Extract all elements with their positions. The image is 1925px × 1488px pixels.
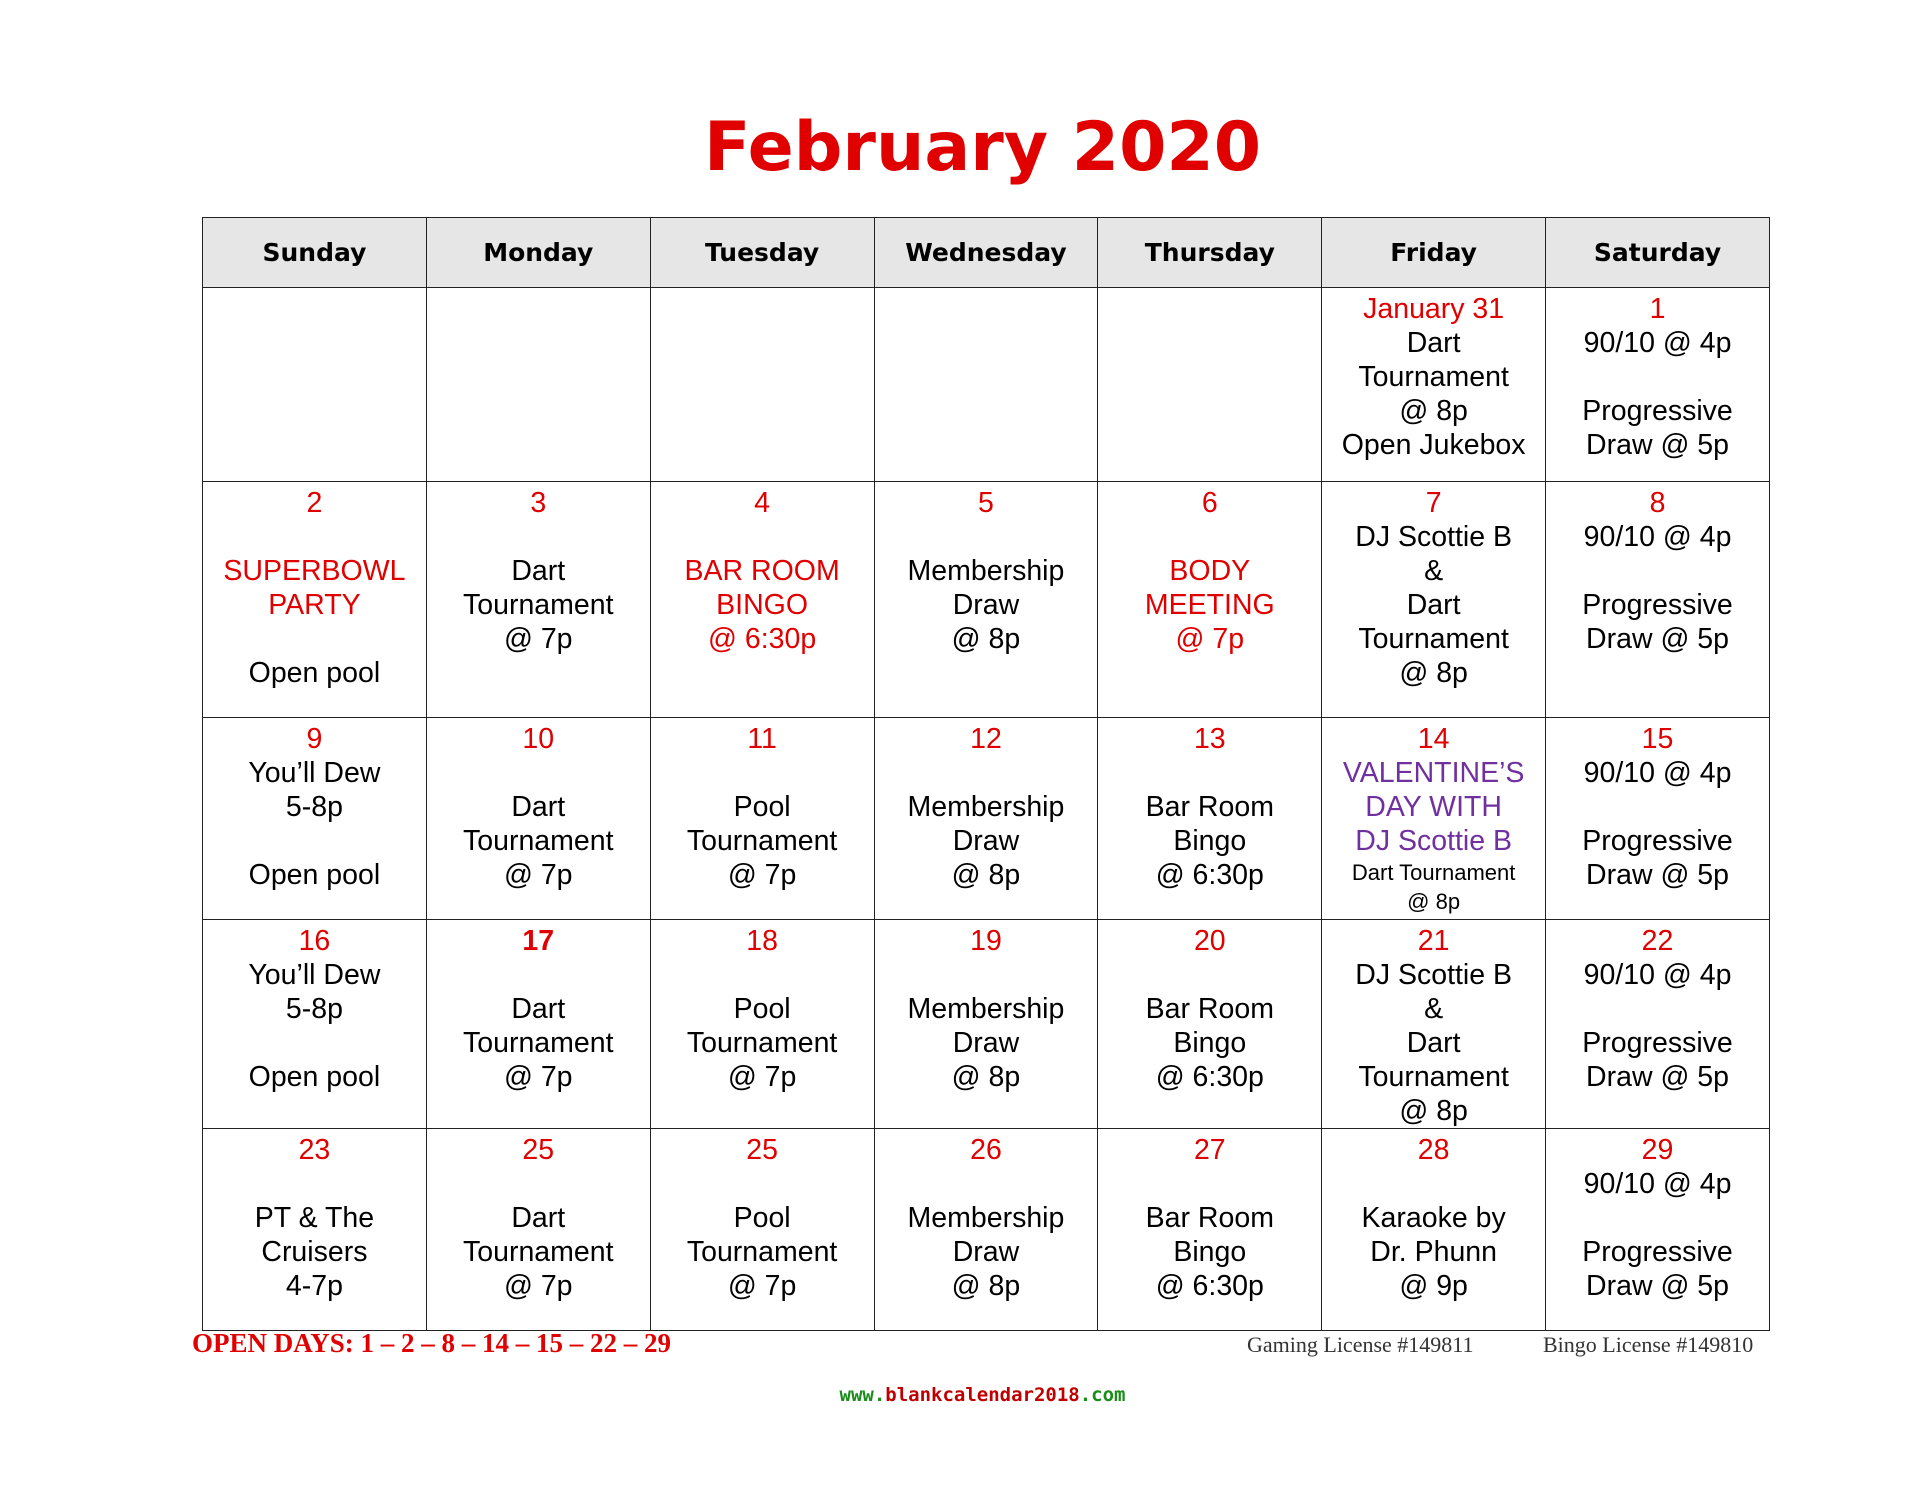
day-number: 10 [522, 723, 555, 755]
event-line: Tournament [686, 1236, 838, 1268]
weekday-header: Sunday [203, 218, 427, 288]
day-cell [1098, 718, 1322, 920]
event-line: Progressive [1582, 1236, 1733, 1268]
day-cell [203, 920, 427, 1129]
event-line [203, 824, 426, 858]
event-line: SUPERBOWL [223, 555, 406, 587]
day-number: 9 [306, 723, 323, 755]
website-prefix: www. [839, 1384, 886, 1406]
event-line: @ 6:30p [1155, 859, 1264, 891]
event-line: PARTY [268, 589, 361, 621]
day-cell [426, 920, 650, 1129]
event-line: BAR ROOM [684, 555, 840, 587]
day-number: 1 [1649, 293, 1666, 325]
day-number: 17 [522, 925, 555, 957]
website-link[interactable] [0, 1384, 1925, 1406]
event-line: Bar Room [1145, 791, 1274, 823]
day-cell [1322, 482, 1546, 718]
weekday-header: Friday [1322, 218, 1546, 288]
event-line [651, 756, 874, 790]
day-cell [1098, 288, 1322, 482]
event-line: Pool [733, 993, 791, 1025]
day-cell [650, 920, 874, 1129]
day-number: 14 [1417, 723, 1450, 755]
event-line: Tournament [686, 1027, 838, 1059]
event-line: Progressive [1582, 395, 1733, 427]
event-line: @ 9p [1399, 1270, 1468, 1302]
event-line [875, 520, 1098, 554]
event-line [875, 958, 1098, 992]
day-number: 12 [970, 723, 1002, 755]
event-line: BINGO [716, 589, 809, 621]
gaming-license: Gaming License #149811 [1247, 1332, 1474, 1357]
website-domain: blankcalendar2018 [885, 1384, 1080, 1406]
event-line: 5-8p [285, 993, 343, 1025]
weekday-header: Saturday [1546, 218, 1770, 288]
event-line: Draw @ 5p [1586, 429, 1730, 461]
event-line: Progressive [1582, 825, 1733, 857]
day-cell [874, 482, 1098, 718]
event-line: Membership [907, 1202, 1065, 1234]
day-number: 19 [970, 925, 1002, 957]
event-line: Membership [907, 791, 1065, 823]
event-line: Draw [952, 1027, 1020, 1059]
event-line: 90/10 @ 4p [1583, 521, 1732, 553]
day-cell [1098, 1129, 1322, 1331]
day-cell [874, 1129, 1098, 1331]
event-line: @ 8p [951, 623, 1021, 655]
day-number: 5 [978, 487, 994, 519]
day-cell [1546, 920, 1770, 1129]
event-line: Membership [907, 555, 1065, 587]
event-line: BODY [1169, 555, 1251, 587]
event-line: @ 7p [503, 859, 573, 891]
event-line [1546, 1201, 1769, 1235]
event-line: 90/10 @ 4p [1583, 757, 1732, 789]
day-cell [874, 920, 1098, 1129]
day-cell [203, 718, 427, 920]
day-number: 20 [1193, 925, 1226, 957]
event-line: Bingo [1173, 825, 1247, 857]
day-cell [203, 482, 427, 718]
weekday-header: Monday [426, 218, 650, 288]
event-line: @ 7p [727, 1270, 797, 1302]
event-line: @ 8p [1399, 395, 1468, 427]
event-line: DAY WITH [1365, 791, 1502, 823]
day-number: 27 [1193, 1134, 1226, 1166]
event-line: Dart [511, 1202, 566, 1234]
event-line: & [1424, 993, 1444, 1025]
calendar-body [203, 288, 1770, 1331]
day-cell [1098, 482, 1322, 718]
event-line: Draw [952, 589, 1020, 621]
day-cell [874, 718, 1098, 920]
event-line: Dart [1406, 327, 1461, 359]
day-cell [1546, 1129, 1770, 1331]
event-line: Bar Room [1145, 1202, 1274, 1234]
event-line: Karaoke by [1361, 1202, 1506, 1234]
day-cell [426, 718, 650, 920]
event-line: @ 7p [1175, 623, 1245, 655]
calendar-grid [202, 217, 1770, 1331]
event-line: Draw @ 5p [1586, 1061, 1730, 1093]
calendar-title: February 2020 [703, 108, 1262, 187]
event-line: Open pool [248, 859, 381, 891]
event-line: Progressive [1582, 1027, 1733, 1059]
event-line: VALENTINE’S [1342, 757, 1525, 789]
event-line: @ 7p [503, 1061, 573, 1093]
event-line: Dart Tournament [1351, 860, 1516, 885]
day-cell [1546, 482, 1770, 718]
day-number: 21 [1417, 925, 1450, 957]
event-line: Draw @ 5p [1586, 623, 1730, 655]
event-line [203, 520, 426, 554]
event-line: @ 6:30p [1155, 1270, 1264, 1302]
day-cell [1546, 288, 1770, 482]
event-line [427, 756, 650, 790]
event-line [1546, 992, 1769, 1026]
event-line [651, 520, 874, 554]
day-cell [1098, 920, 1322, 1129]
day-number: 16 [298, 925, 331, 957]
event-line: Draw [952, 825, 1020, 857]
event-line: Tournament [463, 1027, 614, 1059]
event-line: Bar Room [1145, 993, 1274, 1025]
event-line: You’ll Dew [248, 757, 381, 789]
event-line: Membership [907, 993, 1065, 1025]
event-line: Cruisers [261, 1236, 368, 1268]
event-line: Draw [952, 1236, 1020, 1268]
day-number: 4 [754, 487, 771, 519]
day-number: 22 [1641, 925, 1674, 957]
event-line: & [1424, 555, 1444, 587]
event-line [1546, 554, 1769, 588]
day-number: 25 [522, 1134, 555, 1166]
day-number: 6 [1201, 487, 1218, 519]
event-line: 5-8p [285, 791, 343, 823]
event-line: Dart [1406, 589, 1461, 621]
event-line [203, 1167, 426, 1201]
day-number: January 31 [1363, 293, 1505, 325]
day-number: 3 [530, 487, 547, 519]
event-line [427, 520, 650, 554]
day-number: 13 [1193, 723, 1226, 755]
day-cell [650, 288, 874, 482]
event-line: @ 7p [727, 1061, 797, 1093]
event-line [651, 958, 874, 992]
day-cell [203, 288, 427, 482]
day-number: 25 [746, 1134, 778, 1166]
event-line: @ 6:30p [708, 623, 817, 655]
weekday-header: Thursday [1098, 218, 1322, 288]
event-line: @ 8p [1399, 657, 1468, 689]
event-line: Tournament [1358, 623, 1509, 655]
event-line: Dart [511, 791, 566, 823]
event-line: 90/10 @ 4p [1583, 959, 1732, 991]
day-cell [426, 1129, 650, 1331]
week-row [203, 718, 1770, 920]
event-line: Tournament [463, 825, 614, 857]
day-number: 28 [1417, 1134, 1450, 1166]
event-line: Open pool [248, 1061, 381, 1093]
event-line: @ 7p [727, 859, 797, 891]
event-line: Draw @ 5p [1586, 859, 1730, 891]
day-number: 11 [747, 723, 777, 755]
website-suffix: .com [1079, 1384, 1126, 1406]
day-cell [1322, 288, 1546, 482]
event-line [427, 1167, 650, 1201]
event-line [875, 756, 1098, 790]
day-number: 7 [1425, 487, 1442, 519]
day-cell [874, 288, 1098, 482]
event-line: Bingo [1173, 1236, 1247, 1268]
event-line: Dart [511, 993, 566, 1025]
weekday-header-row [203, 218, 1770, 288]
day-number: 8 [1649, 487, 1666, 519]
event-line [1098, 1167, 1321, 1201]
day-number: 23 [298, 1134, 331, 1166]
event-line: Pool [733, 791, 791, 823]
event-line [1322, 1167, 1545, 1201]
event-line: 90/10 @ 4p [1583, 327, 1732, 359]
event-line [1098, 520, 1321, 554]
event-line: Progressive [1582, 589, 1733, 621]
event-line: @ 7p [503, 1270, 573, 1302]
event-line: Tournament [463, 589, 614, 621]
event-line: Dart [1406, 1027, 1461, 1059]
day-number: 2 [306, 487, 323, 519]
event-line: @ 8p [951, 1270, 1021, 1302]
event-line: DJ Scottie B [1355, 825, 1513, 857]
event-line: DJ Scottie B [1355, 959, 1513, 991]
event-line: Dr. Phunn [1370, 1236, 1498, 1268]
week-row [203, 288, 1770, 482]
bingo-license: Bingo License #149810 [1543, 1332, 1754, 1357]
event-line: You’ll Dew [248, 959, 381, 991]
event-line: @ 8p [1407, 889, 1461, 914]
event-line: @ 8p [1399, 1095, 1468, 1127]
week-row [203, 1129, 1770, 1331]
event-line: MEETING [1144, 589, 1275, 621]
event-line [1546, 360, 1769, 394]
day-cell [650, 718, 874, 920]
week-row [203, 920, 1770, 1129]
event-line: Open Jukebox [1341, 429, 1526, 461]
week-row [203, 482, 1770, 718]
event-line: Draw @ 5p [1586, 1270, 1730, 1302]
event-line [875, 1167, 1098, 1201]
event-line: Dart [511, 555, 566, 587]
day-cell [650, 482, 874, 718]
day-cell [426, 482, 650, 718]
event-line [1098, 958, 1321, 992]
day-number: 29 [1641, 1134, 1674, 1166]
day-number: 26 [970, 1134, 1002, 1166]
event-line: Tournament [1358, 1061, 1509, 1093]
event-line: Tournament [1358, 361, 1509, 393]
day-cell [1322, 1129, 1546, 1331]
weekday-header: Wednesday [874, 218, 1098, 288]
event-line [651, 1167, 874, 1201]
event-line: DJ Scottie B [1355, 521, 1513, 553]
event-line: Tournament [463, 1236, 614, 1268]
day-cell [1546, 718, 1770, 920]
event-line: Bingo [1173, 1027, 1247, 1059]
event-line [203, 1026, 426, 1060]
event-line: Open pool [248, 657, 381, 689]
event-line: PT & The [254, 1202, 375, 1234]
day-cell [1322, 920, 1546, 1129]
day-cell [1322, 718, 1546, 920]
day-number: 15 [1641, 723, 1674, 755]
event-line: Pool [733, 1202, 791, 1234]
day-cell [650, 1129, 874, 1331]
weekday-header: Tuesday [650, 218, 874, 288]
event-line: 4-7p [285, 1270, 343, 1302]
day-cell [426, 288, 650, 482]
event-line: @ 7p [503, 623, 573, 655]
event-line [203, 622, 426, 656]
event-line: @ 8p [951, 1061, 1021, 1093]
event-line: Tournament [686, 825, 838, 857]
day-cell [203, 1129, 427, 1331]
day-number: 18 [746, 925, 778, 957]
event-line [1098, 756, 1321, 790]
open-days-note: OPEN DAYS: 1 – 2 – 8 – 14 – 15 – 22 – 29 [192, 1328, 672, 1358]
event-line: @ 6:30p [1155, 1061, 1264, 1093]
event-line [1546, 790, 1769, 824]
event-line [427, 958, 650, 992]
event-line: 90/10 @ 4p [1583, 1168, 1732, 1200]
event-line: @ 8p [951, 859, 1021, 891]
